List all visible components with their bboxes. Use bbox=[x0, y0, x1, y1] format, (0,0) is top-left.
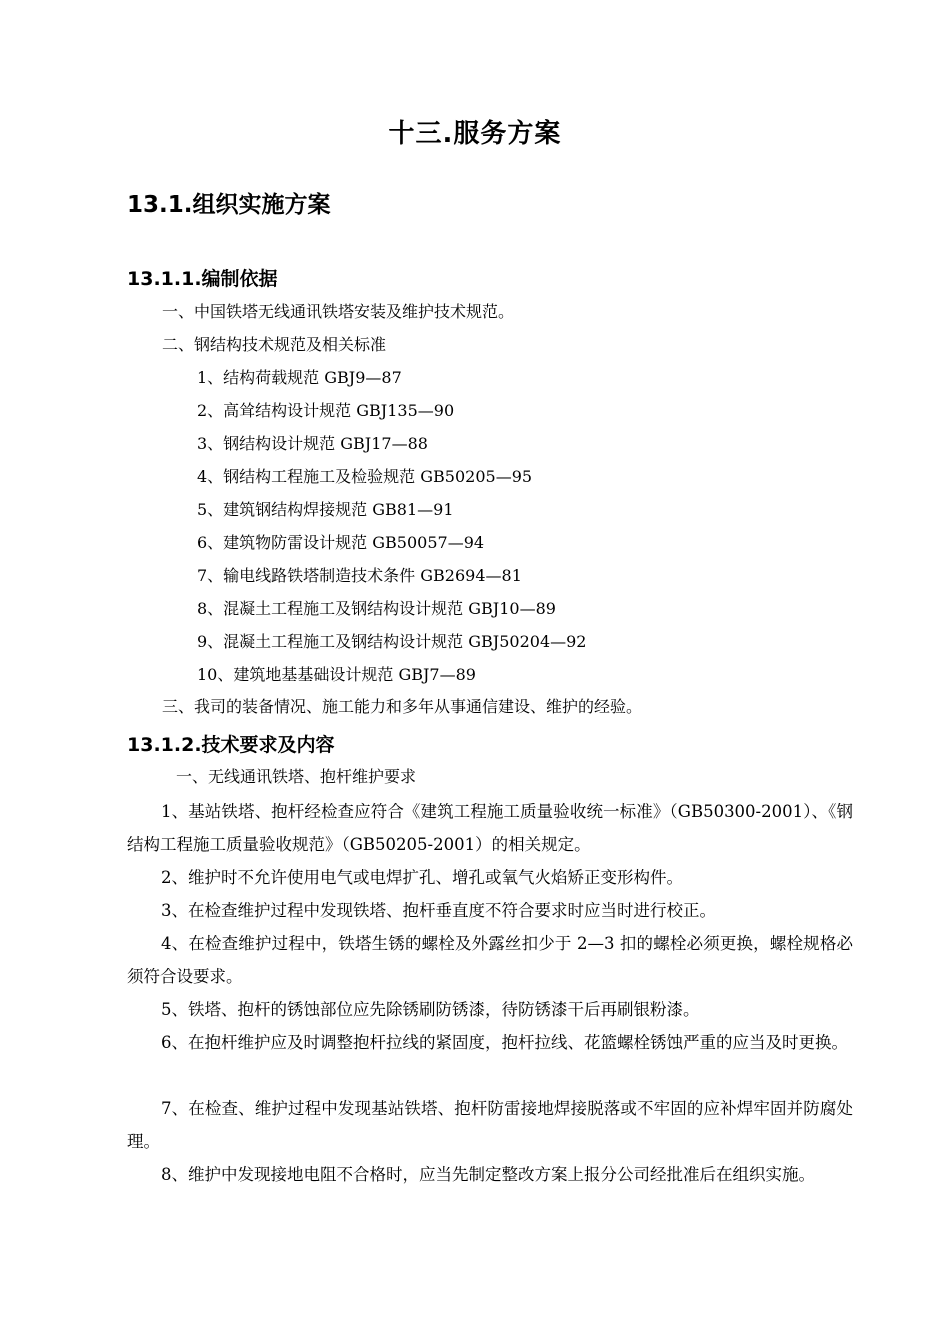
subsection-heading-basis: 13.1.1.编制依据 bbox=[127, 268, 278, 290]
standard-item: 4、钢结构工程施工及检验规范 GB50205—95 bbox=[197, 467, 533, 486]
requirements-intro: 一、无线通讯铁塔、抱杆维护要求 bbox=[176, 767, 417, 786]
requirement-paragraph: 4、在检查维护过程中，铁塔生锈的螺栓及外露丝扣少于 2—3 扣的螺栓必须更换，螺栓规格必须符合设要求。 bbox=[127, 934, 853, 986]
requirement-paragraph: 2、维护时不允许使用电气或电焊扩孔、增孔或氧气火焰矫正变形构件。 bbox=[161, 868, 683, 887]
basis-item-1: 一、中国铁塔无线通讯铁塔安装及维护技术规范。 bbox=[162, 302, 515, 321]
standard-item: 6、建筑物防雷设计规范 GB50057—94 bbox=[197, 533, 485, 552]
requirement-paragraph: 3、在检查维护过程中发现铁塔、抱杆垂直度不符合要求时应当时进行校正。 bbox=[161, 901, 716, 920]
standard-item: 3、钢结构设计规范 GBJ17—88 bbox=[197, 434, 428, 453]
requirement-paragraph: 8、维护中发现接地电阻不合格时，应当先制定整改方案上报分公司经批准后在组织实施。 bbox=[161, 1165, 815, 1184]
standard-item: 5、建筑钢结构焊接规范 GB81—91 bbox=[197, 500, 454, 519]
page-title: 十三.服务方案 bbox=[388, 119, 562, 149]
standard-item: 7、输电线路铁塔制造技术条件 GB2694—81 bbox=[197, 566, 522, 585]
subsection-heading-requirements: 13.1.2.技术要求及内容 bbox=[127, 734, 335, 756]
requirement-paragraph: 7、在检查、维护过程中发现基站铁塔、抱杆防雷接地焊接脱落或不牢固的应补焊牢固并防腐处理。 bbox=[127, 1099, 853, 1151]
requirement-paragraph: 5、铁塔、抱杆的锈蚀部位应先除锈刷防锈漆，待防锈漆干后再刷银粉漆。 bbox=[161, 1000, 700, 1019]
standard-item: 8、混凝土工程施工及钢结构设计规范 GBJ10—89 bbox=[197, 599, 556, 618]
standard-item: 9、混凝土工程施工及钢结构设计规范 GBJ50204—92 bbox=[197, 632, 587, 651]
section-heading: 13.1.组织实施方案 bbox=[127, 192, 331, 218]
requirement-paragraph: 6、在抱杆维护应及时调整抱杆拉线的紧固度，抱杆拉线、花篮螺栓锈蚀严重的应当及时更换。 bbox=[161, 1033, 848, 1052]
standard-item: 1、结构荷载规范 GBJ9—87 bbox=[197, 368, 402, 387]
basis-item-3: 三、我司的装备情况、施工能力和多年从事通信建设、维护的经验。 bbox=[162, 697, 643, 716]
standard-item: 2、高耸结构设计规范 GBJ135—90 bbox=[197, 401, 455, 420]
standard-item: 10、建筑地基基础设计规范 GBJ7—89 bbox=[197, 665, 476, 684]
basis-item-2: 二、钢结构技术规范及相关标准 bbox=[162, 335, 387, 354]
requirement-paragraph: 1、基站铁塔、抱杆经检查应符合《建筑工程施工质量验收统一标准》（GB50300-2001）、《钢结构工程施工质量验收规范》（GB50205-2001）的相关规定。 bbox=[127, 802, 853, 854]
